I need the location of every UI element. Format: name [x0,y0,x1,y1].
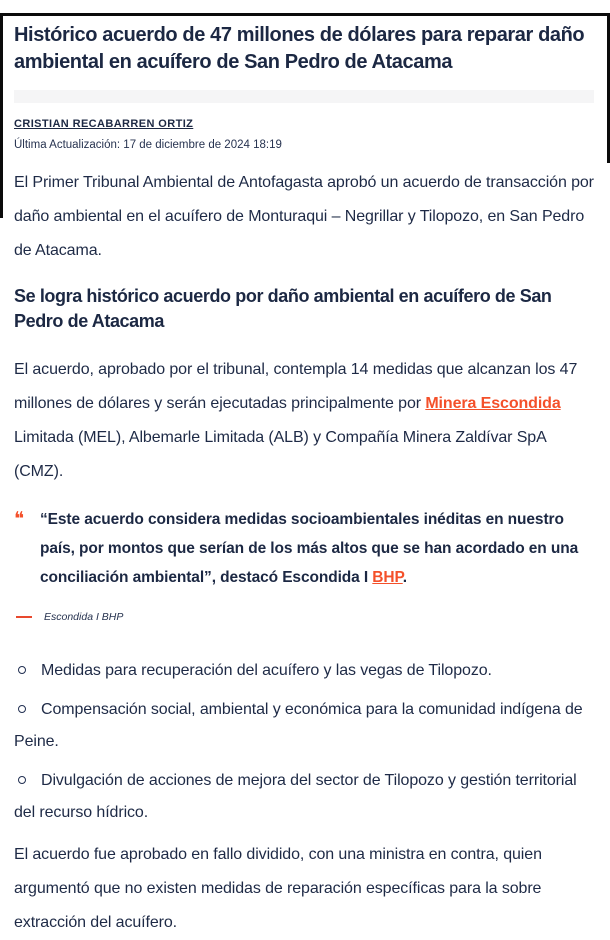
list-item [14,655,594,687]
bullet-list [14,655,594,829]
list-item-text: Medidas para recuperación del acuífero y las vegas de Tilopozo. [41,661,492,679]
list-item [14,694,594,758]
body-paragraph: El acuerdo, aprobado por el tribunal, contempla 14 medidas que alcanzan los 47 millones de dólares y serán ejecutadas principalmente por Minera Escondida Limitada (MEL), Albemarle Limitada (ALB) y Compañía Minera Zaldívar SpA (CMZ). [14,360,578,480]
lead-paragraph: El Primer Tribunal Ambiental de Antofagasta aprobó un acuerdo de transacción por daño ambiental en el acuífero de Monturaqui – Negrillar y Tilopozo, en San Pedro de Atacama. [14,173,594,259]
quote-icon: ❝ [14,507,25,530]
screenshot-frame-left [0,13,3,218]
bullet-circle-icon [18,666,26,674]
list-item [14,765,594,829]
article-subheading: Se logra histórico acuerdo por daño ambiental en acuífero de San Pedro de Atacama [14,285,552,331]
quote-text: “Este acuerdo considera medidas socioambientales inéditas en nuestro país, por montos que serían de los más altos que se han acordado en una conciliación ambiental”, destacó Escondida I BHP. [40,510,579,586]
bhp-link[interactable]: BHP [372,568,403,586]
minera-escondida-link[interactable]: Minera Escondida [425,394,561,412]
attribution-text: Escondida I BHP [44,610,124,623]
bullet-circle-icon [18,776,26,784]
closing-paragraph: El acuerdo fue aprobado en fallo dividido, con una ministra en contra, quien argumentó que no existen medidas de reparación específicas para la sobre extracción del acuífero. [14,845,542,931]
quote-attribution [14,611,594,623]
article [0,13,610,939]
attribution-dash-icon [16,616,32,618]
list-item-text: Compensación social, ambiental y económica para la comunidad indígena de Peine. [14,700,583,750]
bullet-circle-icon [18,705,26,713]
article-title: Histórico acuerdo de 47 millones de dólares para reparar daño ambiental en acuífero de San Pedro de Atacama [14,24,585,74]
screenshot-frame-top [0,13,610,16]
blockquote [14,505,594,592]
list-item-text: Divulgación de acciones de mejora del sector de Tilopozo y gestión territorial del recurso hídrico. [14,771,577,821]
author-byline-link[interactable]: CRISTIAN RECABARREN ORTIZ [14,117,194,130]
ad-placeholder-bar [14,90,594,103]
last-updated-timestamp: Última Actualización: 17 de diciembre de 2024 18:19 [14,138,282,151]
